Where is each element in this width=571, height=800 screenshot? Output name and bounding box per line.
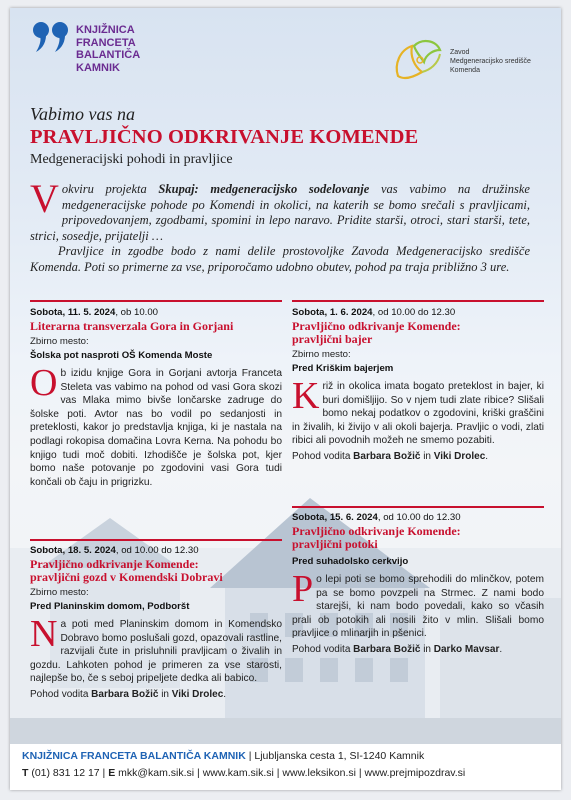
guide-name: Barbara Božič	[91, 688, 159, 700]
intro-project-name: Skupaj: medgeneracijsko sodelovanje	[158, 182, 370, 196]
meeting-place: Pred Kriškim bajerjem	[292, 363, 394, 374]
zavod-logo-line: Zavod	[450, 49, 470, 56]
event-date-bold: Sobota, 15. 6. 2024	[292, 512, 378, 523]
zavod-logo	[392, 36, 444, 89]
event-date	[292, 512, 544, 523]
event-dropcap: P	[292, 568, 314, 610]
footer-contact-line	[22, 767, 465, 779]
section-divider	[30, 300, 282, 302]
event-description	[30, 613, 282, 686]
quote-mark-icon	[32, 20, 70, 54]
zavod-logo-text	[450, 48, 531, 75]
event-title-line2: pravljični gozd v Komendski Dobravi	[30, 570, 223, 584]
meeting-label: Zbirno mesto:	[30, 587, 89, 598]
event-card	[292, 307, 544, 462]
event-time: , od 10.00 do 12.30	[372, 307, 456, 318]
event-dropcap: N	[30, 613, 58, 655]
intro-text	[30, 176, 530, 275]
footer-email-label: E	[108, 767, 116, 779]
event-text: a poti med Planinskim domom in Komendsko Dobravo bomo poslušali gozd, opazovali rastline, razvijali čute in prisluhnili pravljicam o živalih in gozdu. Lahkoten pohod je primeren za vse starosti, najlepše bo, če s seboj pripeljete dedka ali babico.	[30, 619, 282, 685]
guide-prefix: Pohod vodita	[30, 688, 92, 700]
meeting-place: Pred suhadolsko cerkvijo	[292, 556, 409, 567]
zavod-leaf-icon	[392, 36, 444, 84]
event-guides	[292, 644, 544, 655]
invite-text: Vabimo vas na	[30, 104, 135, 124]
intro-dropcap: V	[30, 176, 59, 221]
event-time: , od 10.00 do 12.30	[115, 545, 199, 556]
guide-name: Darko Mavsar	[433, 643, 500, 655]
meeting-label: Zbirno mesto:	[292, 349, 351, 360]
intro-text-b: vas vabimo na družinske medgeneracijske pohode po Komendi in okolici, na katerih se bomo srečali s pravljicami, pripovedovanjem, zgodbami, spomini in lepo naravo. Pridite starši, otroci, stari starši, tete, strici, sosedje, prijatelji …	[30, 182, 530, 243]
guide-name: Viki Drolec	[433, 450, 486, 462]
event-card	[292, 512, 544, 655]
guide-and: in	[420, 450, 434, 462]
event-date	[30, 307, 282, 318]
guide-and: in	[158, 688, 172, 700]
event-guides	[292, 451, 544, 462]
guide-name: Viki Drolec	[171, 688, 224, 700]
event-text: riž in okolica imata bogato preteklost in bajer, ki buri domišljijo. So v njem tudi zlate ribice? Slišali bomo nekaj podatkov o zgodovini, kriški graščini in živalih, ki živijo v ali okoli bajerja. Pravljic o vodi, zlati ribici ali povodnih možeh ne smemo pozabiti.	[292, 381, 544, 447]
event-date	[30, 545, 282, 556]
section-divider	[292, 506, 544, 508]
footer-phone-label: T	[22, 767, 29, 779]
event-text: o lepi poti se bomo sprehodili do mlinčkov, potem pa se bomo povzpeli na Strmec. Z nami bodo starejši, ki nam bodo povedali, kako so včasih prali ob potokih ali nosili žito v mlin. Slišali bomo pravljice o mlinarjih in pšenici.	[292, 574, 544, 640]
event-text: b izidu knjige Gora in Gorjani avtorja Franceta Steleta vas vabimo na pohod od vasi Gora skozi vas Mlaka mimo bivše lončarske zadruge do šolske poti. Avtor nas bo vodil po sedanjosti in preteklosti, kakor jo predstavlja knjiga, ki je nastala na podlagi rokopisa domačina Lovra Kerna. Na pohodu bo knjigo tudi moč dobiti. Izhodišče je šolska pot, kjer bomo naše potovanje po zgodovini vasi Gora tudi končali ob čaju in prigrizku.	[30, 368, 282, 488]
footer-org-line	[22, 750, 424, 762]
event-date	[292, 307, 544, 318]
event-title: Pravljično odkrivanje Komende:	[292, 524, 461, 538]
library-logo-line: FRANCETA	[76, 36, 136, 49]
guide-prefix: Pohod vodita	[292, 450, 354, 462]
guide-and: in	[420, 643, 434, 655]
event-title-line2: pravljični potoki	[292, 537, 378, 551]
intro-text-a: okviru projekta	[61, 182, 159, 196]
event-description	[30, 362, 282, 489]
footer-email-links[interactable]: mkk@kam.sik.si | www.kam.sik.si | www.leksikon.si | www.prejmipozdrav.si	[115, 767, 466, 779]
guide-end: .	[223, 688, 227, 700]
event-description	[292, 375, 544, 448]
guide-end: .	[499, 643, 503, 655]
event-title: Pravljično odkrivanje Komende:	[292, 319, 461, 333]
event-title: Literarna transverzala Gora in Gorjani	[30, 319, 234, 333]
page-subtitle: Medgeneracijski pohodi in pravljice	[30, 152, 233, 167]
intro-paragraph-2: Pravljice in zgodbe bodo z nami delile prostovoljke Zavoda Medgeneracijsko središče Komenda. Poti so primerne za vse, priporočamo udobno obutev, pohod pa traja približno 3 ure.	[30, 244, 530, 274]
library-logo-line: BALANTIČA	[76, 49, 141, 61]
page-title: PRAVLJIČNO ODKRIVANJE KOMENDE	[30, 126, 419, 148]
event-time: , od 10.00 do 12.30	[377, 512, 461, 523]
library-logo-text	[76, 24, 140, 74]
meeting-place: Šolska pot nasproti OŠ Komenda Moste	[30, 350, 213, 361]
event-dropcap: O	[30, 362, 58, 404]
event-title-line2: pravljični bajer	[292, 332, 373, 346]
event-date-bold: Sobota, 1. 6. 2024	[292, 307, 373, 318]
event-description	[292, 568, 544, 641]
footer-org-name: KNJIŽNICA FRANCETA BALANTIČA KAMNIK	[22, 750, 246, 762]
poster-page	[10, 8, 561, 790]
zavod-logo-line: Komenda	[450, 67, 480, 74]
section-divider	[292, 300, 544, 302]
footer-address: | Ljubljanska cesta 1, SI-1240 Kamnik	[245, 750, 425, 762]
library-logo-line: KNJIŽNICA	[76, 24, 135, 36]
event-guides	[30, 689, 282, 700]
meeting-label: Zbirno mesto:	[30, 336, 89, 347]
event-card	[30, 545, 282, 700]
meeting-place: Pred Planinskim domom, Podboršt	[30, 601, 190, 612]
event-card	[30, 307, 282, 489]
footer	[10, 744, 561, 790]
event-dropcap: K	[292, 375, 320, 417]
guide-name: Barbara Božič	[353, 643, 421, 655]
event-title: Pravljično odkrivanje Komende:	[30, 557, 199, 571]
guide-prefix: Pohod vodita	[292, 643, 354, 655]
section-divider	[30, 539, 282, 541]
event-date-bold: Sobota, 11. 5. 2024	[30, 307, 116, 318]
guide-end: .	[485, 450, 489, 462]
event-date-bold: Sobota, 18. 5. 2024	[30, 545, 116, 556]
library-logo-line: KAMNIK	[76, 61, 120, 74]
guide-name: Barbara Božič	[353, 450, 421, 462]
zavod-logo-line: Medgeneracijsko središče	[450, 58, 531, 65]
library-logo	[32, 20, 70, 59]
event-time: , ob 10.00	[115, 307, 159, 318]
footer-phone: (01) 831 12 17 |	[28, 767, 109, 779]
